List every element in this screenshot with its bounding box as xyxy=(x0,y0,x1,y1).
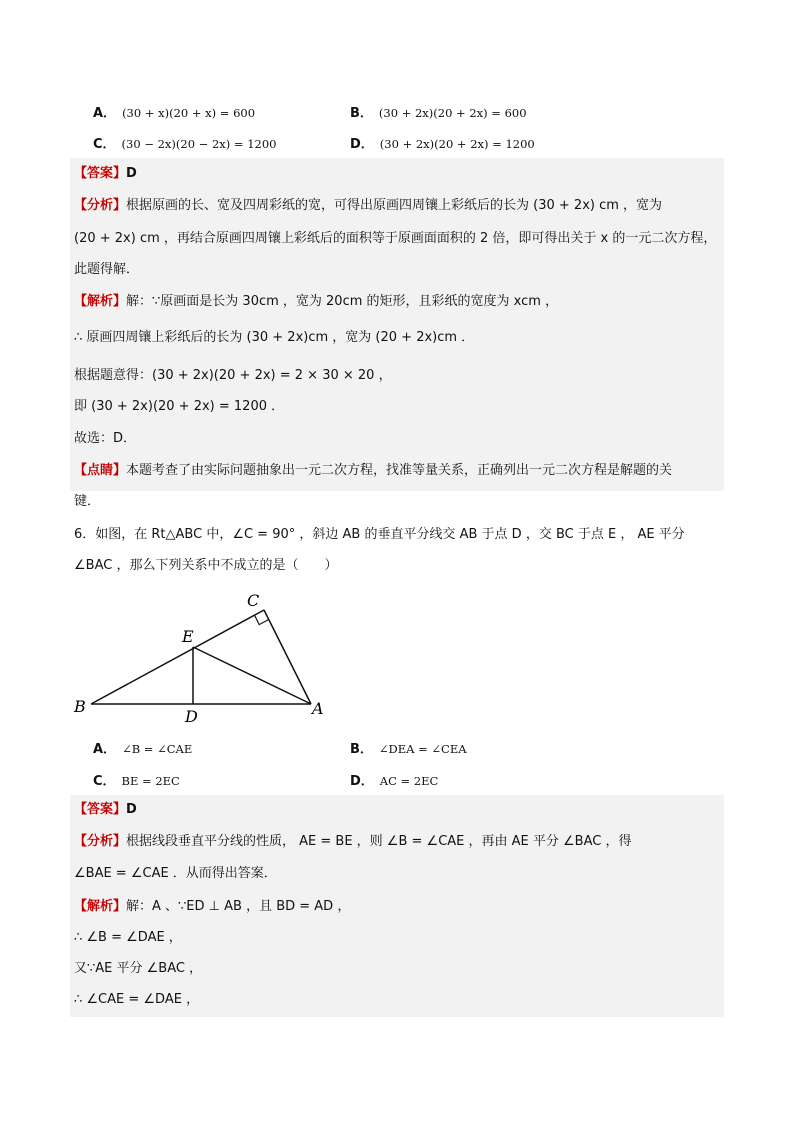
q6-explain-4: ∴ ∠CAE = ∠DAE ， xyxy=(74,992,200,1007)
q5-analysis-2: (20 + 2x) cm ，再结合原画四周镶上彩纸后的面积等于原画面面积的 2 倍，即可得出关于 x 的一元二次方程， xyxy=(74,231,717,246)
option-label: D． xyxy=(350,137,374,152)
option-text: ∠DEA = ∠CEA xyxy=(378,742,467,756)
q6-explain-1: 【解析】解：A 、∵ED ⊥ AB ，且 BD = AD ， xyxy=(74,899,351,914)
label-e: E xyxy=(182,627,194,646)
q6-answer: 【答案】D xyxy=(74,802,137,817)
label-c: C xyxy=(247,591,260,610)
option-label: B． xyxy=(350,742,373,757)
option-text: (30 + x)(20 + x) = 600 xyxy=(122,106,256,120)
q5-analysis-1: 【分析】根据原画的长、宽及四周彩纸的宽，可得出原画四周镶上彩纸后的长为 (30 + 2x) cm ，宽为 xyxy=(74,198,663,213)
option-text: ∠B = ∠CAE xyxy=(122,742,193,756)
segment-bc xyxy=(91,610,264,704)
option-label: A． xyxy=(93,742,117,757)
q6-stem-2: ∠BAC ，那么下列关系中不成立的是（ ） xyxy=(74,558,338,573)
label-b: B xyxy=(74,697,86,716)
option-text: (30 + 2x)(20 + 2x) = 600 xyxy=(378,106,527,120)
segment-ea xyxy=(193,647,311,704)
q5-explain-2: ∴ 原画四周镶上彩纸后的长为 (30 + 2x)cm ，宽为 (20 + 2x)cm ． xyxy=(74,330,475,345)
q6-stem-1: 6．如图，在 Rt△ABC 中，∠C = 90° ，斜边 AB 的垂直平分线交 AB 于点 D ，交 BC 于点 E ， AE 平分 xyxy=(74,527,685,542)
q6-option-b xyxy=(350,738,467,757)
q5-explain-5: 故选：D． xyxy=(74,431,137,446)
q6-option-d xyxy=(350,770,438,789)
q5-analysis-3: 此题得解． xyxy=(74,262,140,277)
q5-answer: 【答案】D xyxy=(74,166,137,181)
option-text: (30 − 2x)(20 − 2x) = 1200 xyxy=(121,137,277,151)
q5-explain-3: 根据题意得：(30 + 2x)(20 + 2x) = 2 × 30 × 20 ， xyxy=(74,368,392,383)
option-label: C． xyxy=(93,774,116,789)
option-label: C． xyxy=(93,137,116,152)
option-text: AC = 2EC xyxy=(379,774,439,788)
option-text: BE = 2EC xyxy=(121,774,180,788)
q5-comment-1: 【点睛】本题考查了由实际问题抽象出一元二次方程，找准等量关系，正确列出一元二次方程是解题的关 xyxy=(74,463,673,478)
q5-comment-2: 键． xyxy=(74,494,101,509)
option-label: D． xyxy=(350,774,374,789)
option-label: A． xyxy=(93,106,117,121)
label-a: A xyxy=(312,699,324,718)
option-label: B． xyxy=(350,106,373,121)
q6-analysis-2: ∠BAE = ∠CAE ．从而得出答案． xyxy=(74,866,277,881)
q6-option-c xyxy=(93,770,180,789)
q6-explain-3: 又∵AE 平分 ∠BAC ， xyxy=(74,961,203,976)
q6-analysis-1: 【分析】根据线段垂直平分线的性质， AE = BE ，则 ∠B = ∠CAE ，再由 AE 平分 ∠BAC ，得 xyxy=(74,834,632,849)
option-text: (30 + 2x)(20 + 2x) = 1200 xyxy=(379,137,535,151)
segment-ca xyxy=(264,610,311,704)
label-d: D xyxy=(185,707,198,726)
q6-option-a xyxy=(93,738,192,757)
q5-explain-4: 即 (30 + 2x)(20 + 2x) = 1200 ． xyxy=(74,399,285,414)
q5-explain-1: 【解析】解：∵原画面是长为 30cm ，宽为 20cm 的矩形，且彩纸的宽度为 xcm ， xyxy=(74,294,559,309)
q6-explain-2: ∴ ∠B = ∠DAE ， xyxy=(74,930,182,945)
